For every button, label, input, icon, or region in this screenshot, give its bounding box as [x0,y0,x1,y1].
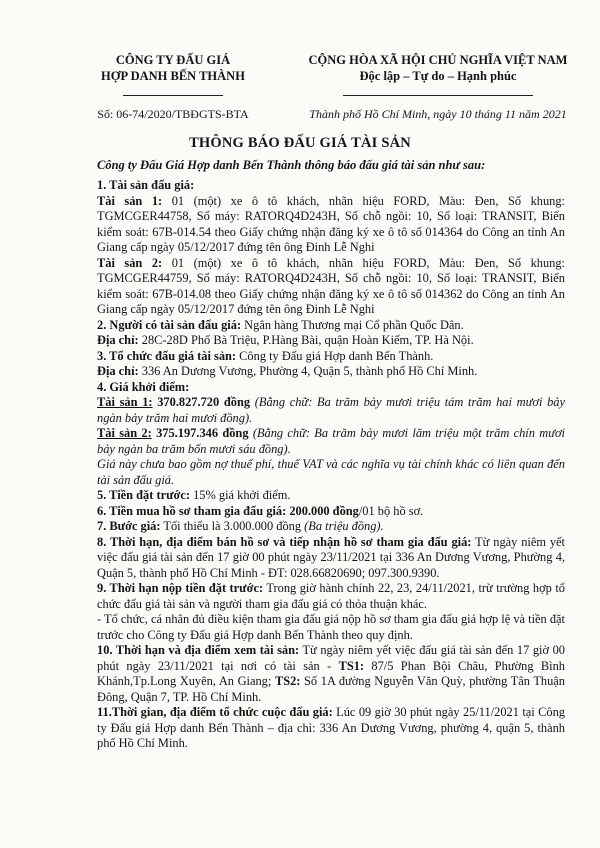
section-10 [97,643,565,705]
asset-2 [97,256,565,318]
price-2-amount: 375.197.346 đồng [151,426,249,440]
company-underline [123,95,223,96]
section-3-address [97,364,565,380]
section-8-heading: 8. Thời hạn, địa điểm bán hồ sơ và tiếp nhận hồ sơ tham gia đấu giá: [97,534,472,549]
section-5-heading: 5. Tiền đặt trước: [97,488,190,502]
section-7-words: (Ba triệu đồng). [304,519,384,533]
ts1-label: TS1: [338,658,365,673]
section-1 [97,178,565,194]
price-1-label: Tài sản 1: [97,395,153,409]
section-1-heading: 1. Tài sản đấu giá: [97,178,195,192]
section-11-heading: 11.Thời gian, địa điểm tổ chức cuộc đấu giá: [97,705,333,719]
price-2-label: Tài sản 2: [97,426,152,440]
price-note: Giá này chưa bao gồm nợ thuế phí, thuế VAT và các nghĩa vụ tài chính khác có liên quan đến tài sản đấu giá. [97,457,565,487]
section-3-value: Công ty Đấu giá Hợp danh Bến Thành. [236,348,434,363]
section-9-value: Trong giờ hành chính 22, 23, 24/11/2021, trừ trường hợp tổ chức đấu giá tài sản và người tham gia đấu giá có thỏa thuận khác. [97,581,565,611]
section-9 [97,581,565,612]
ts2-value: Số 1A đường Nguyễn Văn Quỳ, phường Tân Thuận Đông, Quận 7, TP. Hồ Chí Minh. [97,674,565,704]
section-8 [97,535,565,582]
section-6-tail: /01 bộ hồ sơ. [358,503,424,518]
section-3 [97,349,565,365]
section-2-address [97,333,565,349]
price-1-words: (Bằng chữ: Ba trăm bảy mươi triệu tám trăm hai mươi bảy ngàn bảy trăm hai mươi đồng). [97,395,565,425]
document-number: Số: 06-74/2020/TBĐGTS-BTA [97,107,249,121]
price-2 [97,426,565,457]
section-6-heading: 6. Tiền mua hồ sơ tham gia đấu giá: [97,503,287,518]
asset-2-label: Tài sản 2: [97,255,163,270]
price-2-words: (Bằng chữ: Ba trăm bảy mươi lăm triệu một trăm chín mươi bảy ngàn ba trăm bốn mươi sáu đồng). [97,426,566,456]
section-3-address-value: 336 An Dương Vương, Phường 4, Quận 5, thành phố Hồ Chí Minh. [138,364,478,378]
company-name-line2: HỢP DANH BẾN THÀNH [101,69,245,83]
country-name: CỘNG HÒA XÃ HỘI CHỦ NGHĨA VIỆT NAM [308,53,568,67]
section-9-note: - Tổ chức, cá nhân đủ điều kiện tham gia đấu giá nộp hồ sơ tham gia đấu giá hợp lệ và tiền đặt trước cho Công ty Đấu giá Hợp danh Bến Thành theo quy định. [97,612,565,642]
document-body [97,178,565,752]
place-date: Thành phố Hồ Chí Minh, ngày 10 tháng 11 năm 2021 [309,107,567,121]
asset-2-text: 01 (một) xe ô tô khách, nhãn hiệu FORD, Màu: Đen, Số khung: TGMCGER44759, Số máy: RATORQ4D243H, Số chỗ ngồi: 10, Số loại: TRANSIT, Biển kiểm soát: 67B-014.08 theo Giấy chứng nhận đăng ký xe ô tô số 014362 do Công an tỉnh An Giang cấp ngày 05/12/2017 đứng tên ông Đinh Lễ Nghi [97,255,565,316]
section-7 [97,519,565,535]
section-3-address-label: Địa chỉ: [97,364,139,378]
section-2-address-label: Địa chỉ: [97,333,139,347]
asset-1-text: 01 (một) xe ô tô khách, nhãn hiệu FORD, Màu: Đen, Số khung: TGMCGER44758, Số máy: RATORQ4D243H, Số chỗ ngồi: 10, Số loại: TRANSIT, Biển kiểm soát: 67B-014.54 theo Giấy chứng nhận đăng ký xe ô tô số 014364 do Công an tỉnh An Giang cấp ngày 05/12/2017 đứng tên ông Đinh Lễ Nghi [97,193,565,254]
price-1-amount: 370.827.720 đồng [152,395,251,409]
section-5-value: 15% giá khởi điểm. [190,488,291,502]
section-2-address-value: 28C-28D Phố Bà Triệu, P.Hàng Bài, quận Hoàn Kiếm, TP. Hà Nội. [138,333,474,347]
national-header [292,52,584,122]
section-2 [97,318,565,334]
section-2-heading: 2. Người có tài sản đấu giá: [97,317,242,332]
section-10-heading: 10. Thời hạn và địa điểm xem tài sản: [97,643,300,657]
section-7-value: Tối thiểu là 3.000.000 đồng [160,519,305,533]
asset-1-label: Tài sản 1: [97,193,163,208]
section-5 [97,488,565,504]
section-3-heading: 3. Tổ chức đấu giá tài sản: [97,348,237,363]
section-4 [97,380,565,396]
ts1-value: 87/5 Phan Bội Châu, Phường Bình Khánh,Tp.Long Xuyên, An Giang; [97,658,565,688]
section-6 [97,504,565,520]
company-name-line1: CÔNG TY ĐẤU GIÁ [115,53,231,67]
section-7-heading: 7. Bước giá: [97,519,161,533]
section-6-amount: 200.000 đồng [286,503,359,518]
price-1 [97,395,565,426]
intro-line: Công ty Đấu Giá Hợp danh Bến Thành thông báo đấu giá tài sản như sau: [97,158,486,172]
section-11 [97,705,565,752]
section-10-value: Từ ngày niêm yết việc đấu giá tài sản đến 17 giờ 00 phút ngày 23/11/2021 tại nơi có tài sản - [97,643,565,673]
national-motto: Độc lập – Tự do – Hạnh phúc [359,69,517,83]
motto-underline [343,95,533,96]
section-8-value: Từ ngày niêm yết việc đấu giá tài sản đến 17 giờ 00 phút ngày 23/11/2021 tại 336 An Dương Vương, Phường 4, Quận 5, thành phố Hồ Chí Minh - ĐT: 028.66820690; 097.300.9390. [97,534,566,580]
asset-1 [97,194,565,256]
section-4-heading: 4. Giá khởi điểm: [97,379,190,394]
section-11-value: Lúc 09 giờ 30 phút ngày 25/11/2021 tại Công ty Đấu giá Hợp danh Bến Thành – địa chỉ: 336 An Dương Vương, phường 4, quận 5, thành phố Hồ Chí Minh. [97,705,565,750]
company-header [78,52,268,122]
section-9-heading: 9. Thời hạn nộp tiền đặt trước: [97,581,264,595]
section-2-value: Ngân hàng Thương mại Cổ phần Quốc Dân. [241,317,464,332]
document-title: THÔNG BÁO ĐẤU GIÁ TÀI SẢN [189,135,411,151]
ts2-label: TS2: [274,674,301,688]
